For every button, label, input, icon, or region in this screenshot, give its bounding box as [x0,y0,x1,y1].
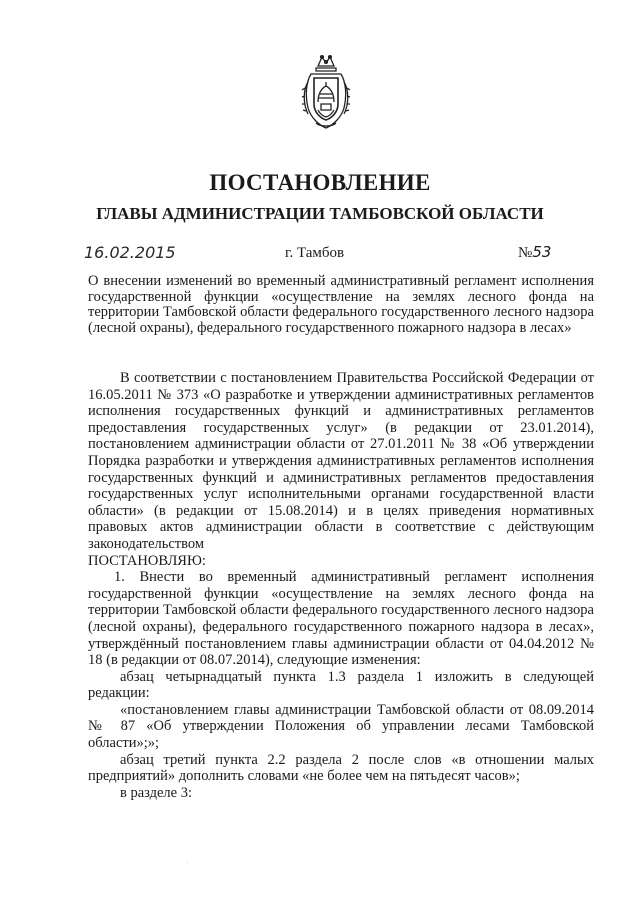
document-title: ПОСТАНОВЛЕНИЕ [209,170,431,195]
number-prefix: № [518,245,533,261]
preamble-paragraph: В соответствии с постановлением Правительства Российской Федерации от 16.05.2011 № 373 «О разработке и утверждении административных регламентов исполнения государственных функций и административных регламентов предоставления государственных услуг» (в редакции от 23.01.2014), постановлением администрации области от 27.01.2011 № 38 «Об утверждении Порядка разработки и утверждения административных регламентов исполнения государственных функций и административных регламентов предоставления государственных услуг исполнительными органами государственной власти области» (в редакции от 15.08.2014) и в целях приведения нормативных правовых актов администрации области в соответствие с действующим законодательством [88,370,594,552]
amendment-paragraph-3: абзац третий пункта 2.2 раздела 2 после слов «в отношении малых предприятий» дополнить словами «не более чем на пятьдесят часов»; [88,751,594,785]
item-1-paragraph: 1. Внести во временный административный регламент исполнения государственной функции «осуществление на землях лесного фонда на территории Тамбовской области федерального государственного лесного надзора (лесной охраны), федерального государственного пожарного надзора в лесах», утверждённый постановлением главы администрации области от 04.04.2012 № 18 (в редакции от 08.07.2014), следующие изменения: [88,569,594,669]
resolve-keyword: ПОСТАНОВЛЯЮ: [88,552,206,569]
amendment-paragraph-2: «постановлением главы администрации Тамбовской области от 08.09.2014 № 87 «Об утверждении Положения об управлении лесами Тамбовской области»;»; [88,701,594,752]
document-city: г. Тамбов [285,245,345,261]
document-body [88,370,594,801]
scan-speck: · [186,860,188,866]
amendment-paragraph-1: абзац четырнадцатый пункта 1.3 раздела 1 изложить в следующей редакции: [88,668,594,702]
document-number [518,243,551,262]
number-value: 53 [532,243,552,261]
amendment-paragraph-4: в разделе 3: [120,784,193,801]
document-subject: О внесении изменений во временный административный регламент исполнения государственной функции «осуществление на землях лесного фонда на территории Тамбовской области федерального государственного лесного надзора (лесной охраны), федерального государственного пожарного надзора в лесах» [88,273,594,336]
document-date: 16.02.2015 [84,243,176,262]
coat-of-arms-icon [300,52,352,132]
document-subtitle: ГЛАВЫ АДМИНИСТРАЦИИ ТАМБОВСКОЙ ОБЛАСТИ [96,204,544,223]
